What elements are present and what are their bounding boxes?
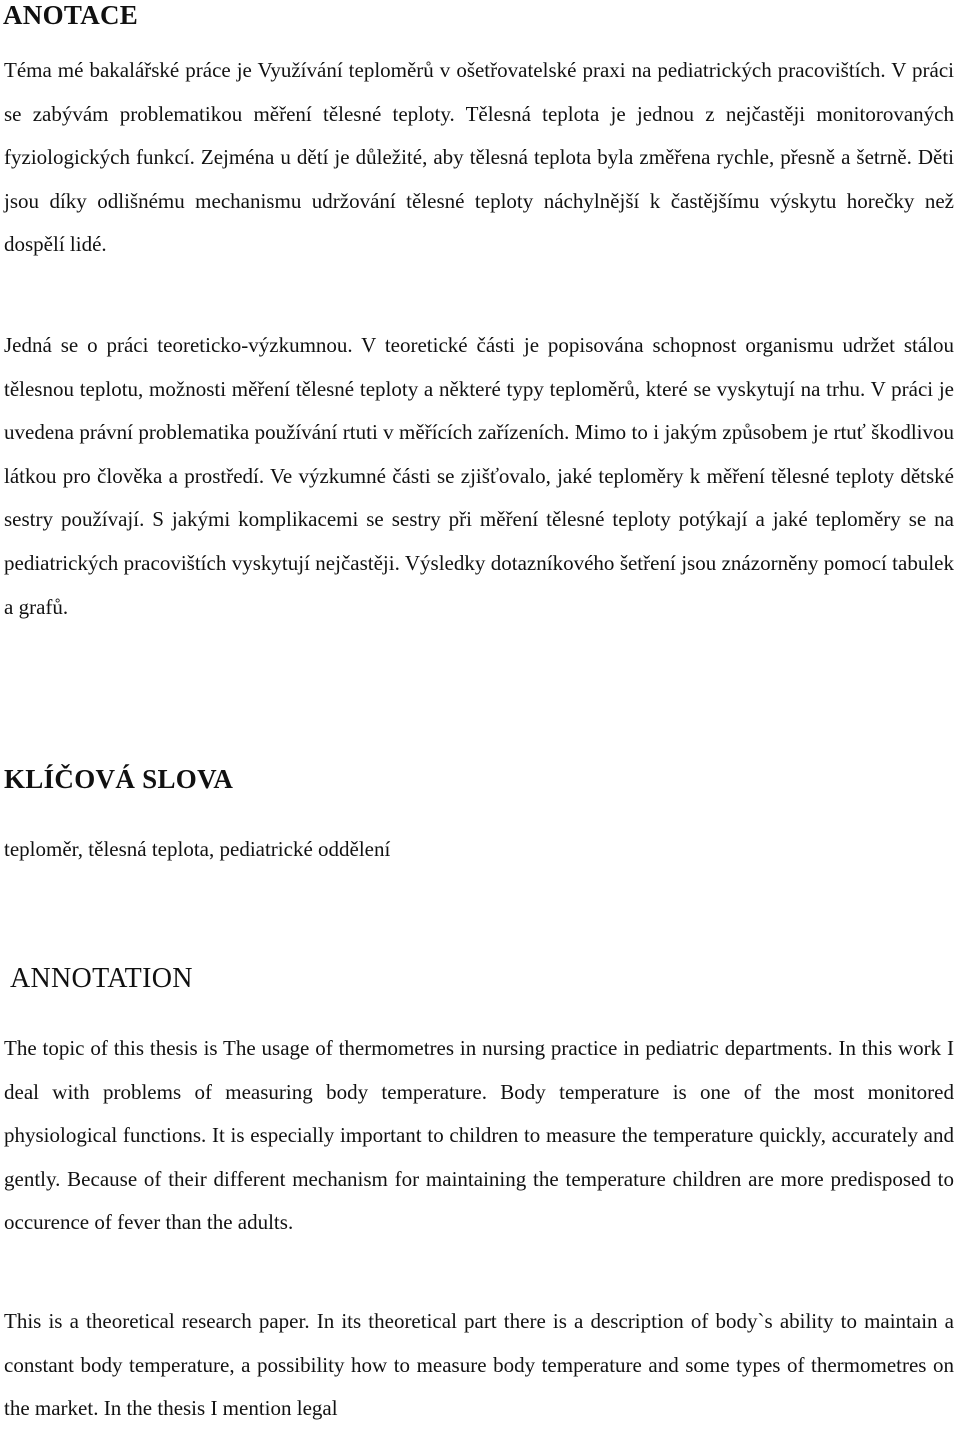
anotace-paragraph-1: Téma mé bakalářské práce je Využívání teploměrů v ošetřovatelské praxi na pediatrických pracovištích. V práci se zabývám problematikou měření tělesné teploty. Tělesná teplota je jednou z nejčastěji monitorovaných fyziologických funkcí. Zejména u dětí je důležité, aby tělesná teplota byla změřena rychle, přesně a šetrně. Děti jsou díky odlišnému mechanismu udržování tělesné teploty náchylnější k častějšímu výskytu horečky než dospělí lidé.: [4, 58, 954, 257]
annotation-heading: ANNOTATION: [10, 963, 193, 994]
keywords-text: teploměr, tělesná teplota, pediatrické oddělení: [4, 837, 391, 861]
annotation-paragraph-1: The topic of this thesis is The usage of thermometres in nursing practice in pediatric departments. In this work I deal with problems of measuring body temperature. Body temperature is one of the most monitored physiological functions. It is especially important to children to measure the temperature quickly, accurately and gently. Because of their different mechanism for maintaining the temperature children are more predisposed to occurence of fever than the adults.: [4, 1036, 954, 1235]
annotation-paragraph-2: This is a theoretical research paper. In its theoretical part there is a description of body`s ability to maintain a constant body temperature, a possibility how to measure body temperature and some types of thermometres on the market. In the thesis I mention legal: [4, 1309, 954, 1421]
keywords-heading: KLÍČOVÁ SLOVA: [4, 764, 234, 794]
anotace-heading: ANOTACE: [3, 0, 139, 30]
anotace-paragraph-2: Jedná se o práci teoreticko-výzkumnou. V teoretické části je popisována schopnost organismu udržet stálou tělesnou teplotu, možnosti měření tělesné teploty a některé typy teploměrů, které se vyskytují na trhu. V práci je uvedena právní problematika používání rtuti v měřících zařízeních. Mimo to i jakým způsobem je rtuť škodlivou látkou pro člověka a prostředí. Ve výzkumné části se zjišťovalo, jaké teploměry k měření tělesné teploty dětské sestry používají. S jakými komplikacemi se sestry při měření tělesné teploty potýkají a jaké teploměry se na pediatrických pracovištích vyskytují nejčastěji. Výsledky dotazníkového šetření jsou znázorněny pomocí tabulek a grafů.: [4, 333, 954, 619]
